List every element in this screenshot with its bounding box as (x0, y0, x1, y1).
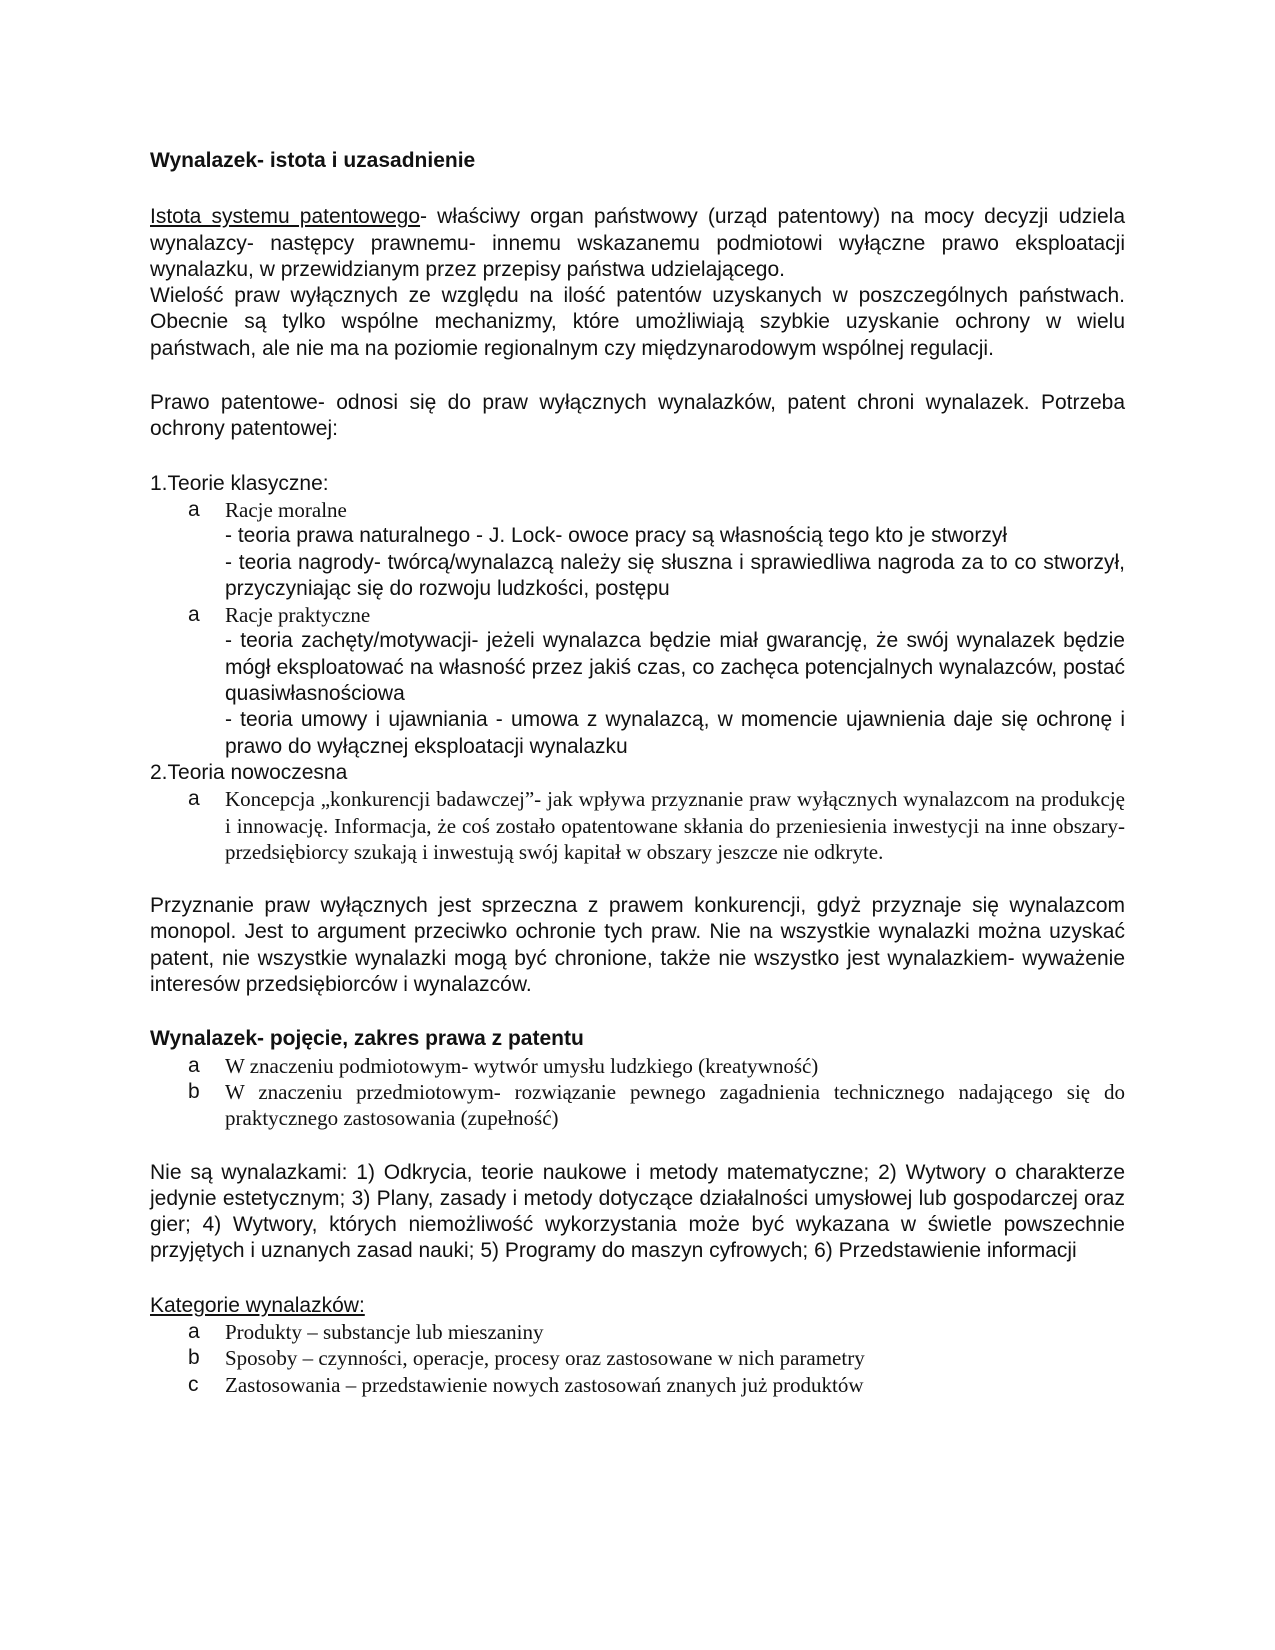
paragraph-prawo-patentowe: Prawo patentowe- odnosi się do praw wyłącznych wynalazków, patent chroni wynalazek. Potrzeba ochrony patentowej: (150, 391, 1125, 441)
list-item-zastosowania (150, 1372, 1125, 1398)
line-produkty: Produkty – substancje lub mieszaniny (225, 1319, 544, 1344)
paragraph-wielosc-praw: Wielość praw wyłącznych ze względu na ilość patentów uzyskanych w poszczególnych państwach. Obecnie są tylko wspólne mechanizmy, które umożliwiają szybkie uzyskanie ochrony w wielu państwach, ale nie ma na poziomie regionalnym czy międzynarodowym wspólnej regulacji. (150, 284, 1125, 360)
list-marker: a (188, 603, 200, 627)
list-item-racje-moralne (150, 497, 1125, 602)
list-item-podmiotowym (150, 1053, 1125, 1079)
line-sposoby: Sposoby – czynności, operacje, procesy oraz zastosowane w nich parametry (225, 1346, 865, 1371)
subheading-racje-moralne: Racje moralne (225, 497, 347, 522)
subheading-racje-praktyczne: Racje praktyczne (225, 603, 371, 628)
section-title-wynalazek-pojecie: Wynalazek- pojęcie, zakres prawa z patentu (150, 1027, 584, 1051)
line-znaczenie-przedmiotowe: W znaczeniu przedmiotowym- rozwiązanie pewnego zagadnienia technicznego nadającego się do praktycznego zastosowania (zupełność) (225, 1079, 1125, 1131)
line-zastosowania: Zastosowania – przedstawienie nowych zastosowań znanych już produktów (225, 1372, 864, 1397)
list-marker: a (188, 1053, 200, 1077)
heading-kategorie-wynalazkow: Kategorie wynalazków: (150, 1293, 365, 1317)
term-istota-systemu: Istota systemu patentowego (150, 205, 421, 229)
line-teoria-zachety: - teoria zachęty/motywacji- jeżeli wynalazca będzie miał gwarancję, że swój wynalazek będzie mógł eksploatować na własność przez jakiś czas, co zachęca potencjalnych wynalazców, postać quasiwłasnościowa (225, 629, 1125, 706)
paragraph-istota-rest: - właściwy organ państwowy (urząd patentowy) na mocy decyzji udziela wynalazcy- następcy prawnemu- innemu wskazanemu podmiotowi wyłączne prawo eksploatacji wynalazku, w przewidzianym przez przepisy państwa udzielającego. (150, 205, 1125, 281)
list-marker: c (188, 1372, 199, 1396)
line-teoria-prawa-naturalnego: - teoria prawa naturalnego - J. Lock- owoce pracy są własnością tego kto je stworzył (225, 524, 1008, 548)
paragraph-nie-sa-wynalazkami: Nie są wynalazkami: 1) Odkrycia, teorie naukowe i metody matematyczne; 2) Wytwory o charakterze jedynie estetycznym; 3) Plany, zasady i metody dotyczące działalności umysłowej lub gospodarczej oraz gier; 4) Wytwory, których niemożliwość wykorzystania może być wykazana w świetle powszechnie przyjętych i uznanych zasad nauki; 5) Programy do maszyn cyfrowych; 6) Przedstawienie informacji (150, 1160, 1125, 1263)
list-marker: b (188, 1346, 200, 1370)
line-koncepcja-konkurencji: Koncepcja „konkurencji badawczej”- jak wpływa przyznanie praw wyłącznych wynalazcom na produkcję i innowację. Informacja, że coś zostało opatentowane skłania do przeniesienia inwestycji na inne obszary- przedsiębiorcy szukają i inwestują swój kapitał w obszary jeszcze nie odkryte. (225, 787, 1125, 864)
list-item-produkty (150, 1319, 1125, 1345)
heading-teoria-nowoczesna: 2.Teoria nowoczesna (150, 760, 348, 784)
paragraph-istota-systemu (150, 204, 1125, 283)
heading-teorie-klasyczne: 1.Teorie klasyczne: (150, 471, 329, 495)
line-teoria-nagrody: - teoria nagrody- twórcą/wynalazcą należy się słuszna i sprawiedliwa nagroda za to co stworzył, przyczyniając się do rozwoju ludzkości, postępu (225, 550, 1125, 600)
list-marker: a (188, 787, 200, 811)
line-teoria-umowy: - teoria umowy i ujawniania - umowa z wynalazcą, w momencie ujawnienia daje się ochronę i prawo do wyłącznej eksploatacji wynalazku (225, 708, 1125, 758)
list-item-koncepcja (150, 786, 1125, 865)
document-page (150, 148, 1125, 1398)
paragraph-przyznanie-praw: Przyznanie praw wyłącznych jest sprzeczna z prawem konkurencji, gdyż przyznaje się wynalazcom monopol. Jest to argument przeciwko ochronie tych praw. Nie na wszystkie wynalazki można uzyskać patent, nie wszystkie wynalazki mogą być chronione, także nie wszystko jest wynalazkiem- wyważenie interesów przedsiębiorców i wynalazców. (150, 894, 1125, 997)
section-title-wynalazek-istota: Wynalazek- istota i uzasadnienie (150, 149, 476, 172)
list-item-przedmiotowym (150, 1079, 1125, 1132)
list-marker: a (188, 497, 200, 521)
list-item-sposoby (150, 1345, 1125, 1371)
line-znaczenie-podmiotowe: W znaczeniu podmiotowym- wytwór umysłu ludzkiego (kreatywność) (225, 1053, 819, 1078)
list-marker: a (188, 1319, 200, 1343)
list-item-racje-praktyczne (150, 602, 1125, 760)
list-marker: b (188, 1079, 200, 1103)
